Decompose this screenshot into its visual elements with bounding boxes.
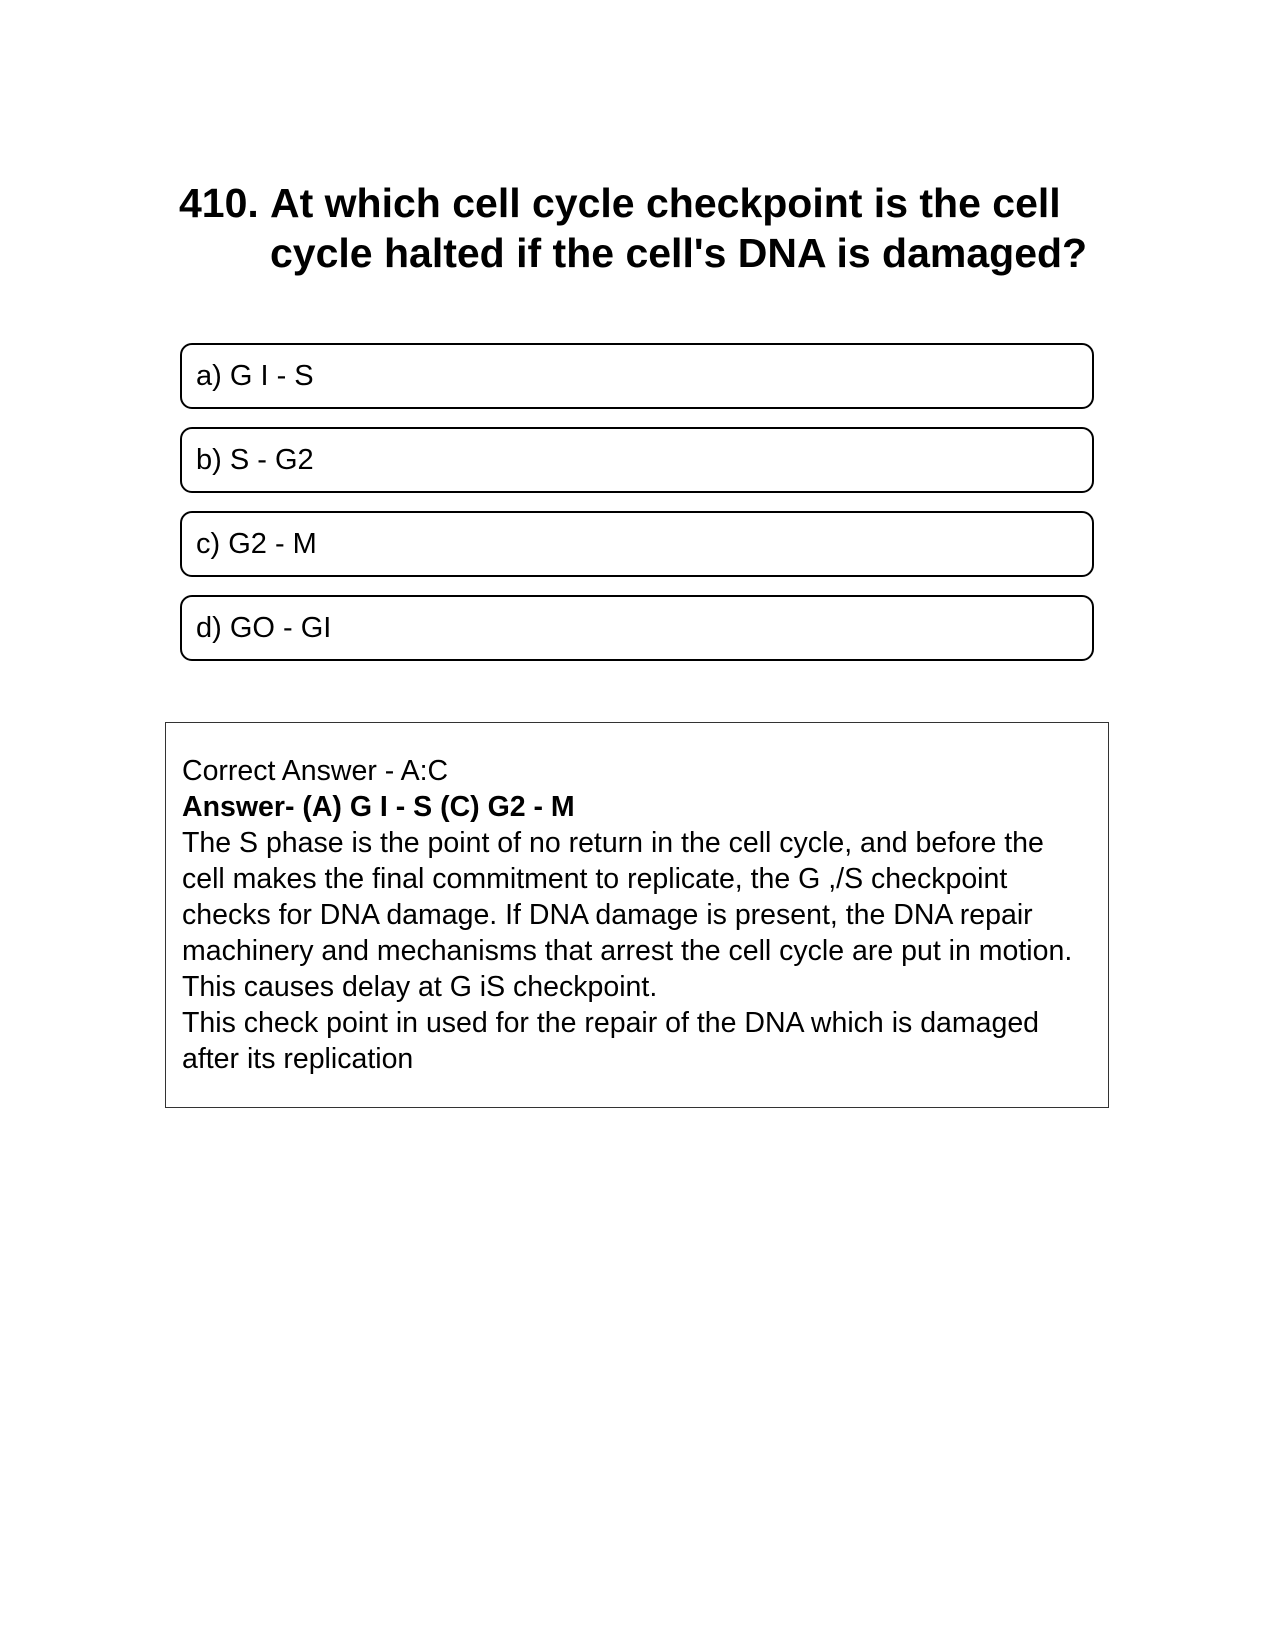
option-a[interactable]: a) G I - S	[180, 343, 1094, 409]
correct-answer-label: Correct Answer - A:C	[182, 755, 449, 787]
option-d[interactable]: d) GO - GI	[180, 595, 1094, 661]
question-text: At which cell cycle checkpoint is the cell cycle halted if the cell's DNA is damaged?	[270, 180, 1088, 276]
option-b[interactable]: b) S - G2	[180, 427, 1094, 493]
explanation-paragraph-1: The S phase is the point of no return in the cell cycle, and before the cell makes the final commitment to replicate, the G ,/S checkpoint checks for DNA damage. If DNA damage is present, the DNA repair machinery and mechanisms that arrest the cell cycle are put in motion. This causes delay at G iS checkpoint.	[182, 827, 1073, 1003]
answer-explanation-box	[165, 722, 1109, 1108]
option-c[interactable]: c) G2 - M	[180, 511, 1094, 577]
question-number: 410.	[179, 180, 259, 226]
explanation-paragraph-2: This check point in used for the repair of the DNA which is damaged after its replication	[182, 1007, 1040, 1075]
question-heading	[179, 178, 1099, 278]
answer-line: Answer- (A) G I - S (C) G2 - M	[182, 791, 575, 823]
